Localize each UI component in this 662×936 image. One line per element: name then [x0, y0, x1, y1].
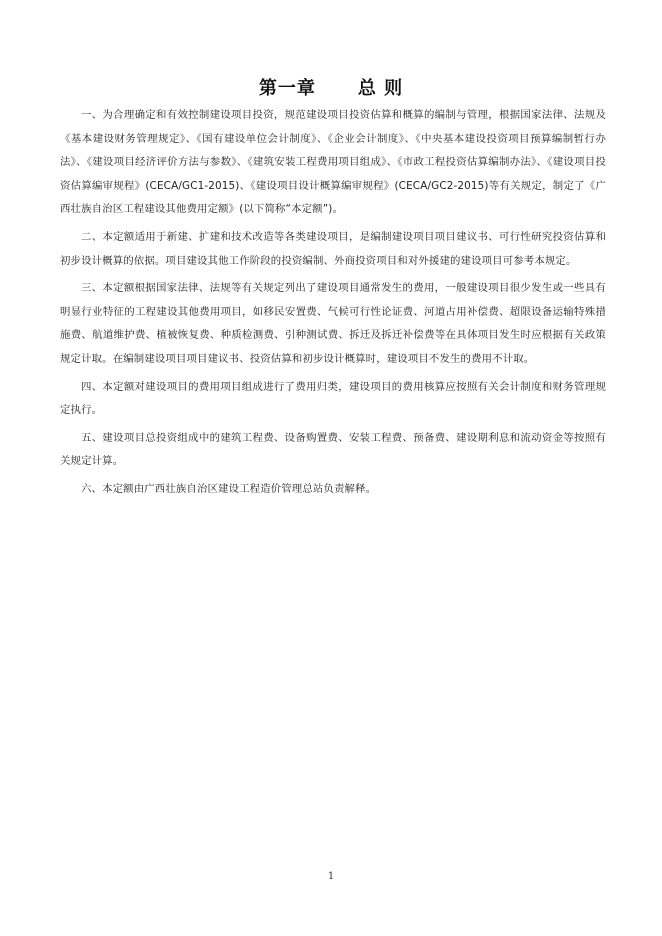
- chapter-title: [0, 74, 662, 100]
- paragraph-4: 四、本定额对建设项目的费用项目组成进行了费用归类，建设项目的费用核算应按照有关会计制度和财务管理规定执行。: [60, 380, 606, 417]
- page-number: 1: [327, 871, 335, 882]
- chapter-number-label: 第一章: [258, 78, 316, 99]
- chapter-title-text: 总 则: [357, 78, 404, 99]
- paragraph-5: 五、建设项目总投资组成中的建筑工程费、设备购置费、安装工程费、预备费、建设期利息和流动资金等按照有关规定计算。: [60, 431, 606, 468]
- paragraph-2: 二、本定额适用于新建、扩建和技术改造等各类建设项目，是编制建设项目项目建议书、可行性研究投资估算和初步设计概算的依据。项目建设其他工作阶段的投资编制、外商投资项目和对外援建的建设项目可参考本规定。: [60, 230, 606, 267]
- chapter-body: [60, 104, 606, 502]
- paragraph-1: 一、为合理确定和有效控制建设项目投资，规范建设项目投资估算和概算的编制与管理，根据国家法律、法规及《基本建设财务管理规定》、《国有建设单位会计制度》、《企业会计制度》、《中央基本建设投资项目预算编制暂行办法》、《建设项目经济评价方法与参数》、《建筑安装工程费用项目组成》、《市政工程投资估算编制办法》、《建设项目投资估算编审规程》(CECA/GC1-2015)、《建设项目设计概算编审规程》(CECA/GC2-2015)等有关规定，制定了《广西壮族自治区工程建设其他费用定额》(以下简称“本定额”)。: [60, 109, 606, 216]
- paragraph-3: 三、本定额根据国家法律、法规等有关规定列出了建设项目通常发生的费用，一般建设项目很少发生或一些具有明显行业特征的工程建设其他费用项目，如移民安置费、气候可行性论证费、河道占用补偿费、超限设备运输特殊措施费、航道维护费、植被恢复费、种质检测费、引种测试费、拆迁及拆迁补偿费等在具体项目发生时应根据有关政策规定计取。在编制建设项目项目建议书、投资估算和初步设计概算时，建设项目不发生的费用不计取。: [60, 282, 606, 365]
- paragraph-6: 六、本定额由广西壮族自治区建设工程造价管理总站负责解释。: [81, 482, 377, 495]
